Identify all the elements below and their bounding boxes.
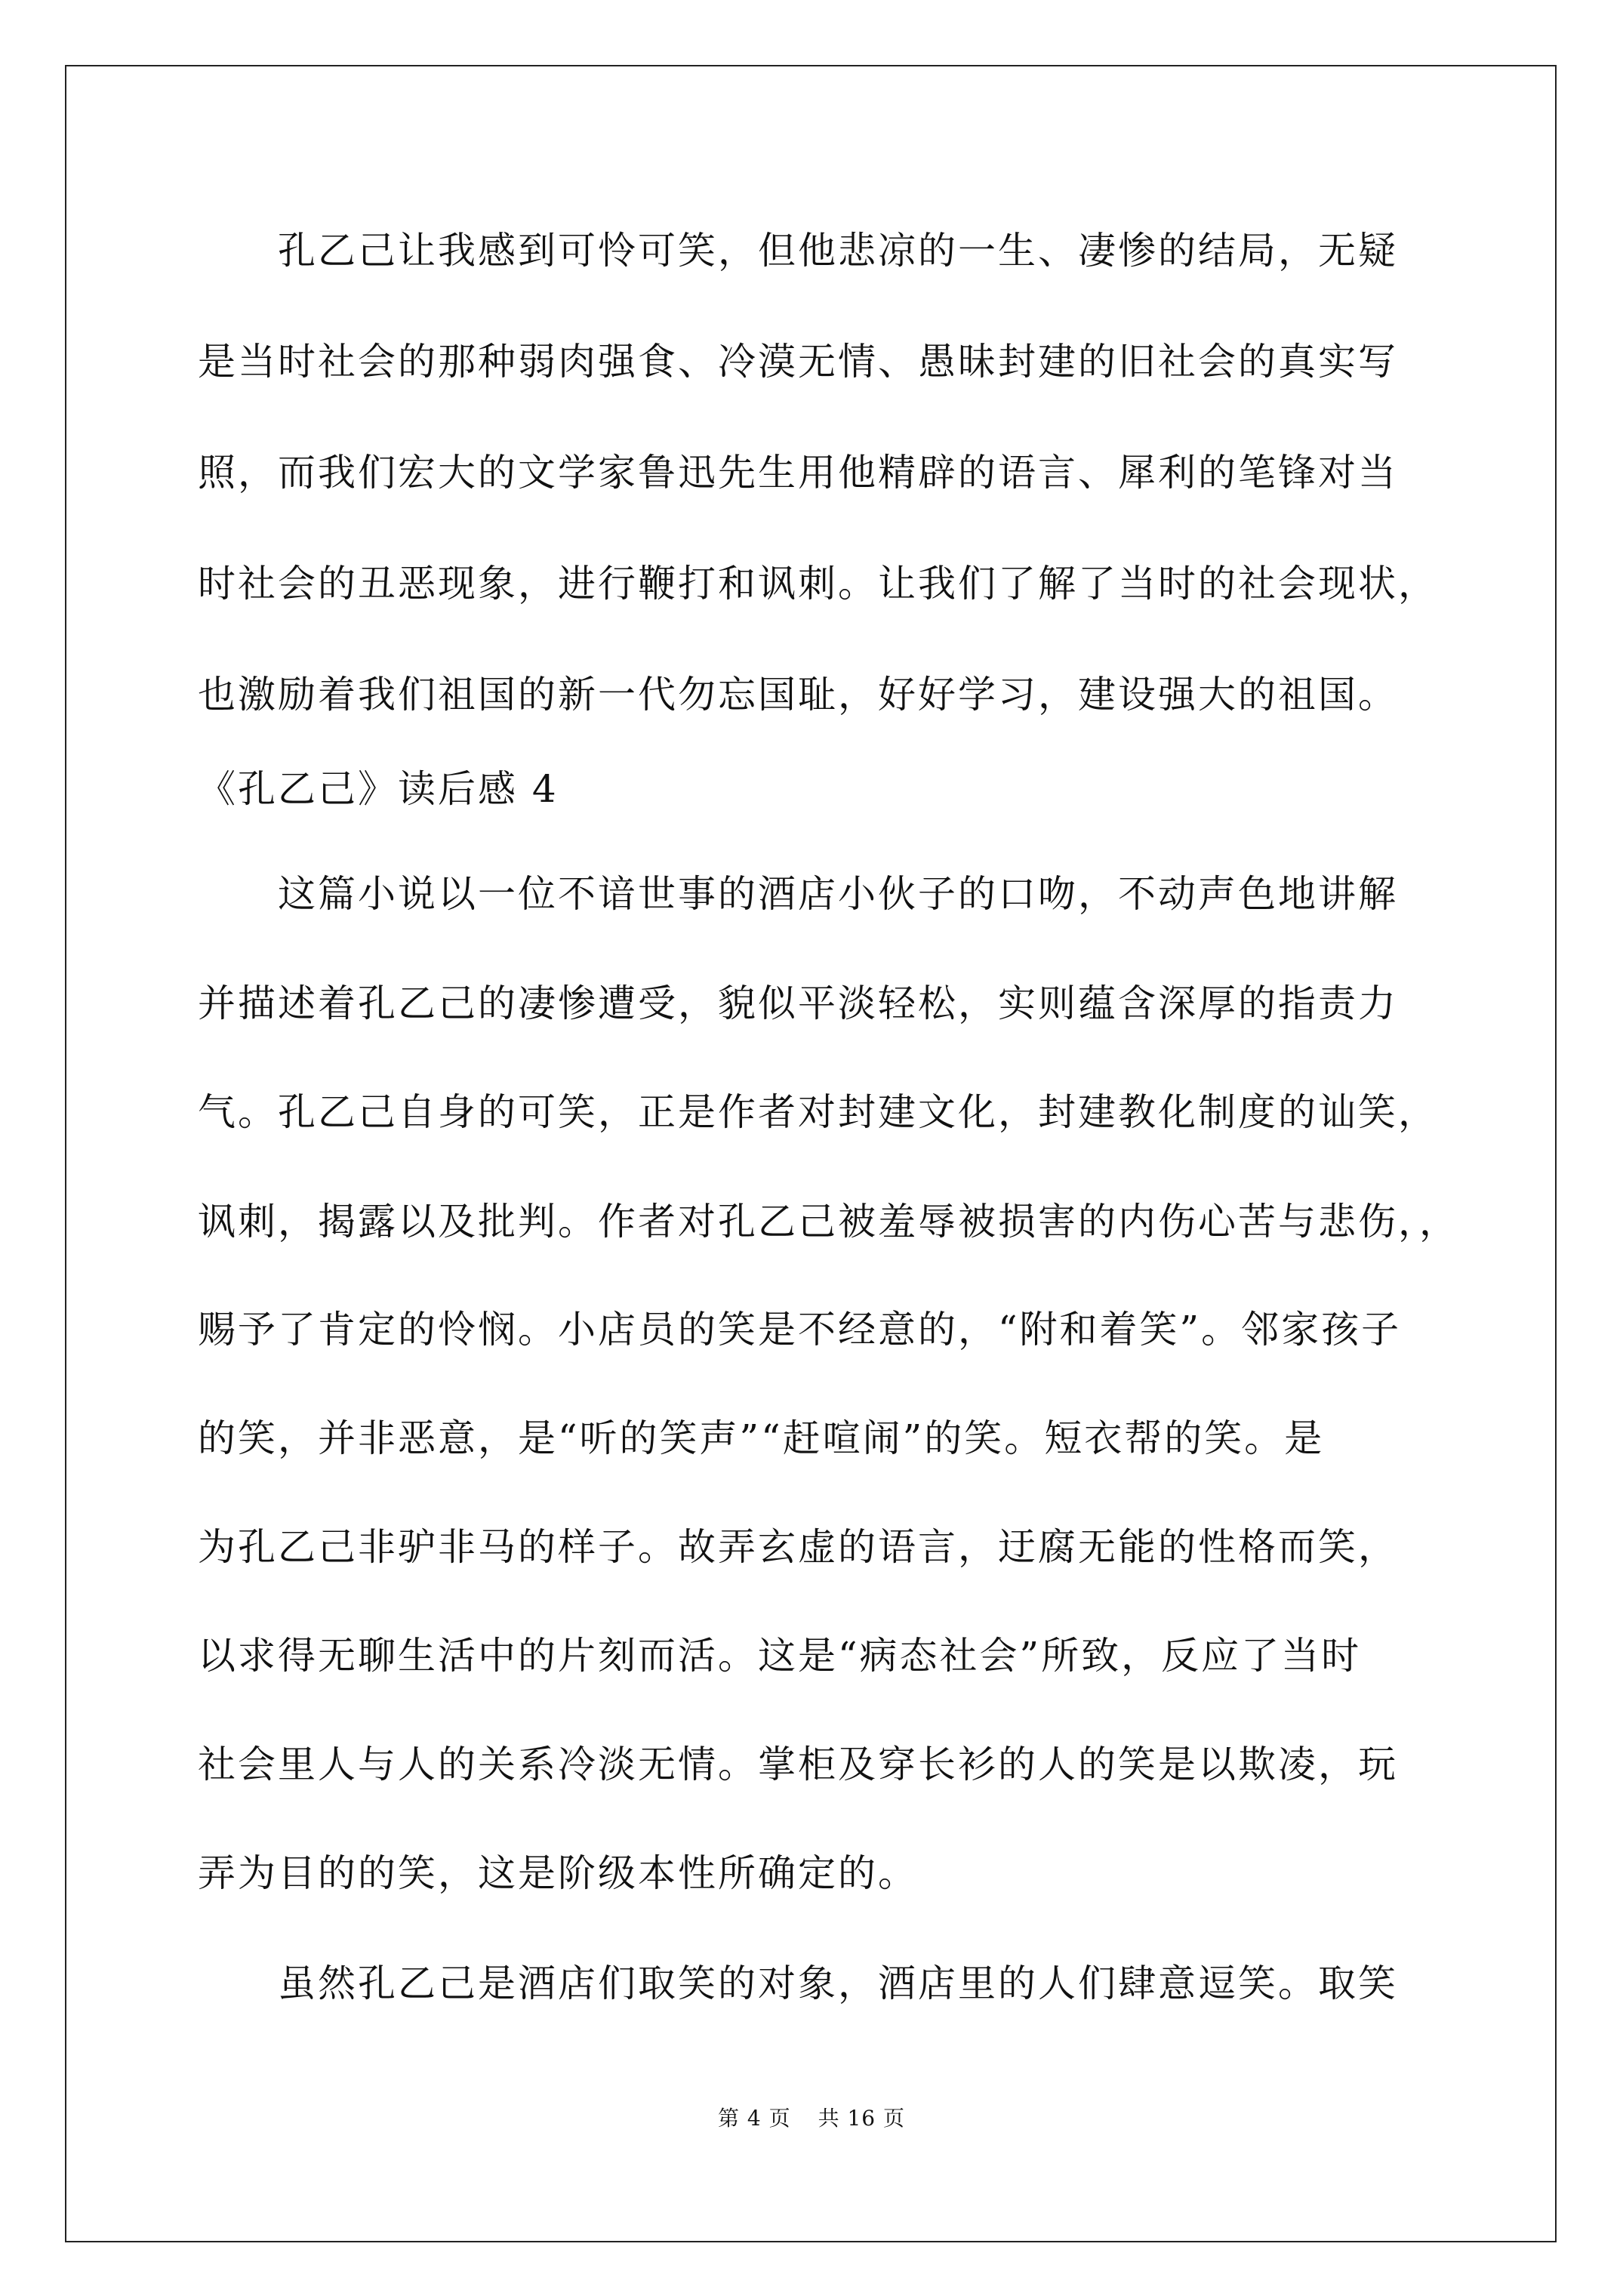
paragraph-line: 讽刺，揭露以及批判。作者对孔乙己被羞辱被损害的内伤心苦与悲伤，， (198, 1200, 1459, 1244)
paragraph-line: 虽然孔乙己是酒店们取笑的对象，酒店里的人们肆意逗笑。取笑 (278, 1962, 1398, 2005)
paragraph-line: 气。孔乙己自身的可笑，正是作者对封建文化，封建教化制度的讪笑， (198, 1090, 1438, 1134)
paragraph-line: 这篇小说以一位不谙世事的酒店小伙子的口吻，不动声色地讲解 (278, 872, 1398, 916)
page-footer (0, 2103, 1623, 2134)
paragraph-line: 也激励着我们祖国的新一代勿忘国耻，好好学习，建设强大的祖国。 (198, 673, 1398, 717)
paragraph-line: 照，而我们宏大的文学家鲁迅先生用他精辟的语言、犀利的笔锋对当 (198, 451, 1398, 495)
paragraph-line: 孔乙己让我感到可怜可笑，但他悲凉的一生、凄惨的结局，无疑 (278, 229, 1398, 273)
page-frame (65, 65, 1557, 2242)
paragraph-line: 并描述着孔乙己的凄惨遭受，貌似平淡轻松，实则蕴含深厚的指责力 (198, 982, 1398, 1025)
paragraph-line: 社会里人与人的关系冷淡无情。掌柜及穿长衫的人的笑是以欺凌，玩 (198, 1743, 1398, 1786)
paragraph-line: 是当时社会的那种弱肉强食、冷漠无情、愚昧封建的旧社会的真实写 (198, 340, 1398, 384)
paragraph-line: 赐予了肯定的怜悯。小店员的笑是不经意的，“附和着笑”。邻家孩子 (198, 1308, 1402, 1351)
paragraph-line: 以求得无聊生活中的片刻而活。这是“病态社会”所致，反应了当时 (198, 1634, 1362, 1678)
paragraph-line: 为孔乙己非驴非马的样子。故弄玄虚的语言，迂腐无能的性格而笑， (198, 1525, 1398, 1569)
section-heading: 《孔乙己》读后感 4 (198, 767, 559, 811)
paragraph-line: 弄为目的的笑，这是阶级本性所确定的。 (198, 1851, 918, 1895)
paragraph-line: 时社会的丑恶现象，进行鞭打和讽刺。让我们了解了当时的社会现状， (198, 562, 1438, 606)
page-number: 第 4 页 (717, 2106, 791, 2131)
page-total: 共 16 页 (818, 2106, 906, 2131)
paragraph-line: 的笑，并非恶意，是“听的笑声”“赶喧闹”的笑。短衣帮的笑。是 (198, 1416, 1325, 1460)
